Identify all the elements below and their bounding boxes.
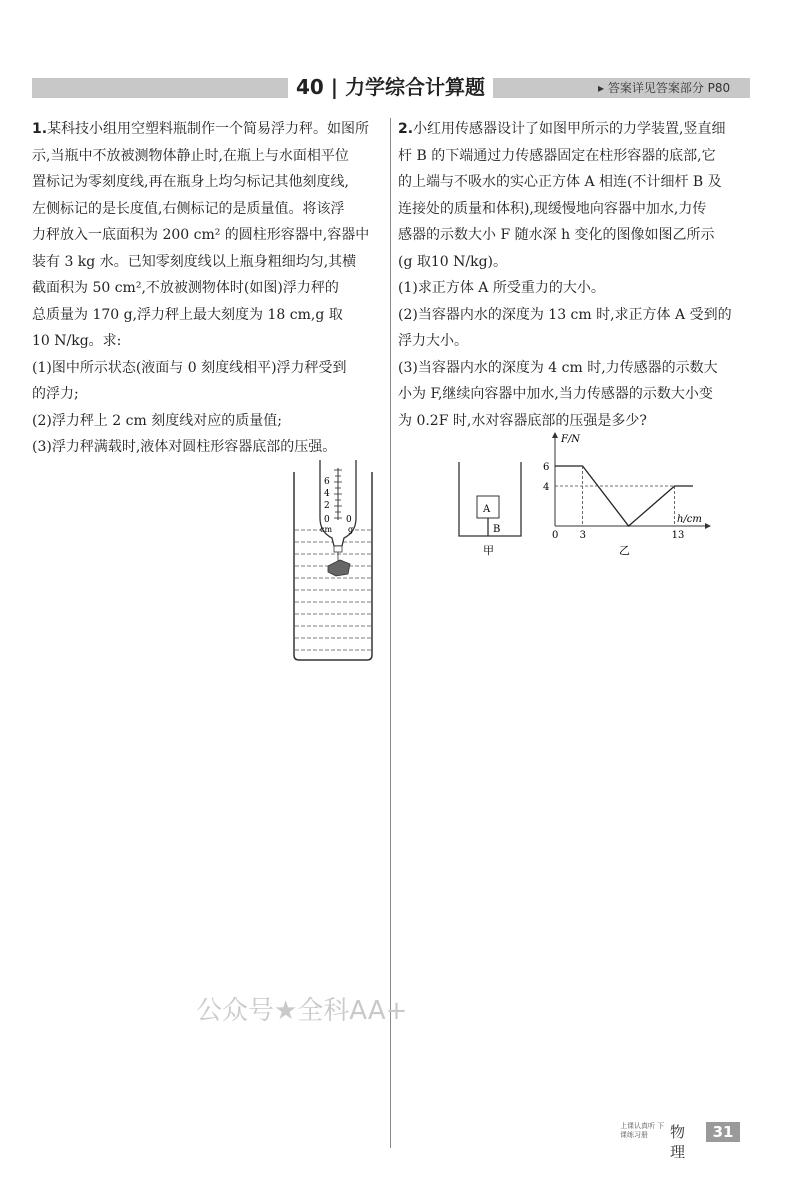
question-line: 10 N/kg。求: [32,333,122,349]
block-a-label: A [483,504,491,515]
scale-label: 6 [324,477,330,487]
question-line: 示,当瓶中不放被测物体静止时,在瓶上与水面相平位 [32,147,349,164]
question-line: 装有 3 kg 水。已知零刻度线以上瓶身粗细均匀,其横 [32,253,357,270]
x-tick-label: 3 [579,530,586,541]
question-number: 2. [398,121,414,137]
question-line: 截面积为 50 cm²,不放被测物体时(如图)浮力秤的 [32,280,339,296]
figure-caption: 甲 [483,544,494,557]
sub-question: (1)求正方体 A 所受重力的大小。 [398,280,605,296]
force-depth-chart [535,430,715,560]
x-axis-label: h/cm [677,514,702,525]
question-line: 的上端与不吸水的实心正方体 A 相连(不计细杆 B 及 [398,174,722,190]
page-number: 31 [706,1122,740,1142]
sub-question: (1)图中所示状态(液面与 0 刻度线相平)浮力秤受到 [32,359,347,376]
x-tick-label: 0 [552,530,559,541]
footer-subject: 物理 [670,1123,686,1161]
question-line: 置标记为零刻度线,再在瓶身上均匀标记其他刻度线, [32,174,349,190]
rod-b-label: B [493,524,501,535]
sub-question: 为 0.2F 时,水对容器底部的压强是多少? [398,412,647,429]
question-2 [398,116,750,434]
y-axis-label: F/N [561,434,581,445]
question-line: 小红用传感器设计了如图甲所示的力学装置,竖直细 [413,121,726,137]
scale-label: 0 [324,515,330,525]
series-line [555,466,693,526]
zero-right-label: 0 [346,515,352,525]
sub-question: (3)当容器内水的深度为 4 cm 时,力传感器的示数大 [398,359,718,376]
sub-question: 小为 F,继续向容器中加水,当力传感器的示数大小变 [398,386,713,402]
unit-right-label: g [348,525,354,534]
y-tick-label: 4 [543,482,550,493]
floating-scale-figure [288,460,378,665]
sub-question: 浮力大小。 [398,333,468,349]
watermark: 公众号★全科AA+ [196,996,408,1026]
section-title: 40 | 力学综合计算题 [288,72,493,102]
apparatus-figure [455,462,525,562]
figure-caption: 乙 [619,544,630,557]
sub-question: (2)当容器内水的深度为 13 cm 时,求正方体 A 受到的 [398,306,732,323]
x-axis-arrow [705,523,711,529]
y-tick-label: 6 [543,462,550,473]
sub-question: (2)浮力秤上 2 cm 刻度线对应的质量值; [32,412,282,429]
question-1 [32,116,382,461]
question-number: 1. [32,121,48,137]
sub-question: 的浮力; [32,386,79,402]
y-axis-arrow [552,432,558,438]
x-tick-label: 13 [671,530,685,541]
question-line: 感器的示数大小 F 随水深 h 变化的图像如图乙所示 [398,227,715,243]
answer-reference: ▸ 答案详见答案部分 P80 [598,81,731,95]
question-line: 某科技小组用空塑料瓶制作一个简易浮力秤。如图所 [47,121,370,137]
scale-label: 4 [324,489,330,499]
unit-left-label: cm [320,525,333,534]
scale-label: 2 [324,501,330,511]
question-line: 连接处的质量和体积),现缓慢地向容器中加水,力传 [398,200,707,217]
sub-question: (3)浮力秤满载时,液体对圆柱形容器底部的压强。 [32,439,337,455]
question-line: 力秤放入一底面积为 200 cm² 的圆柱形容器中,容器中 [32,227,370,243]
question-line: (g 取10 N/kg)。 [398,253,508,270]
question-line: 总质量为 170 g,浮力秤上最大刻度为 18 cm,g 取 [32,306,343,323]
footer-slogan: 上课认真听 下课练习册 [620,1122,665,1139]
question-line: 左侧标记的是长度值,右侧标记的是质量值。将该浮 [32,200,345,217]
question-line: 杆 B 的下端通过力传感器固定在柱形容器的底部,它 [398,147,716,164]
